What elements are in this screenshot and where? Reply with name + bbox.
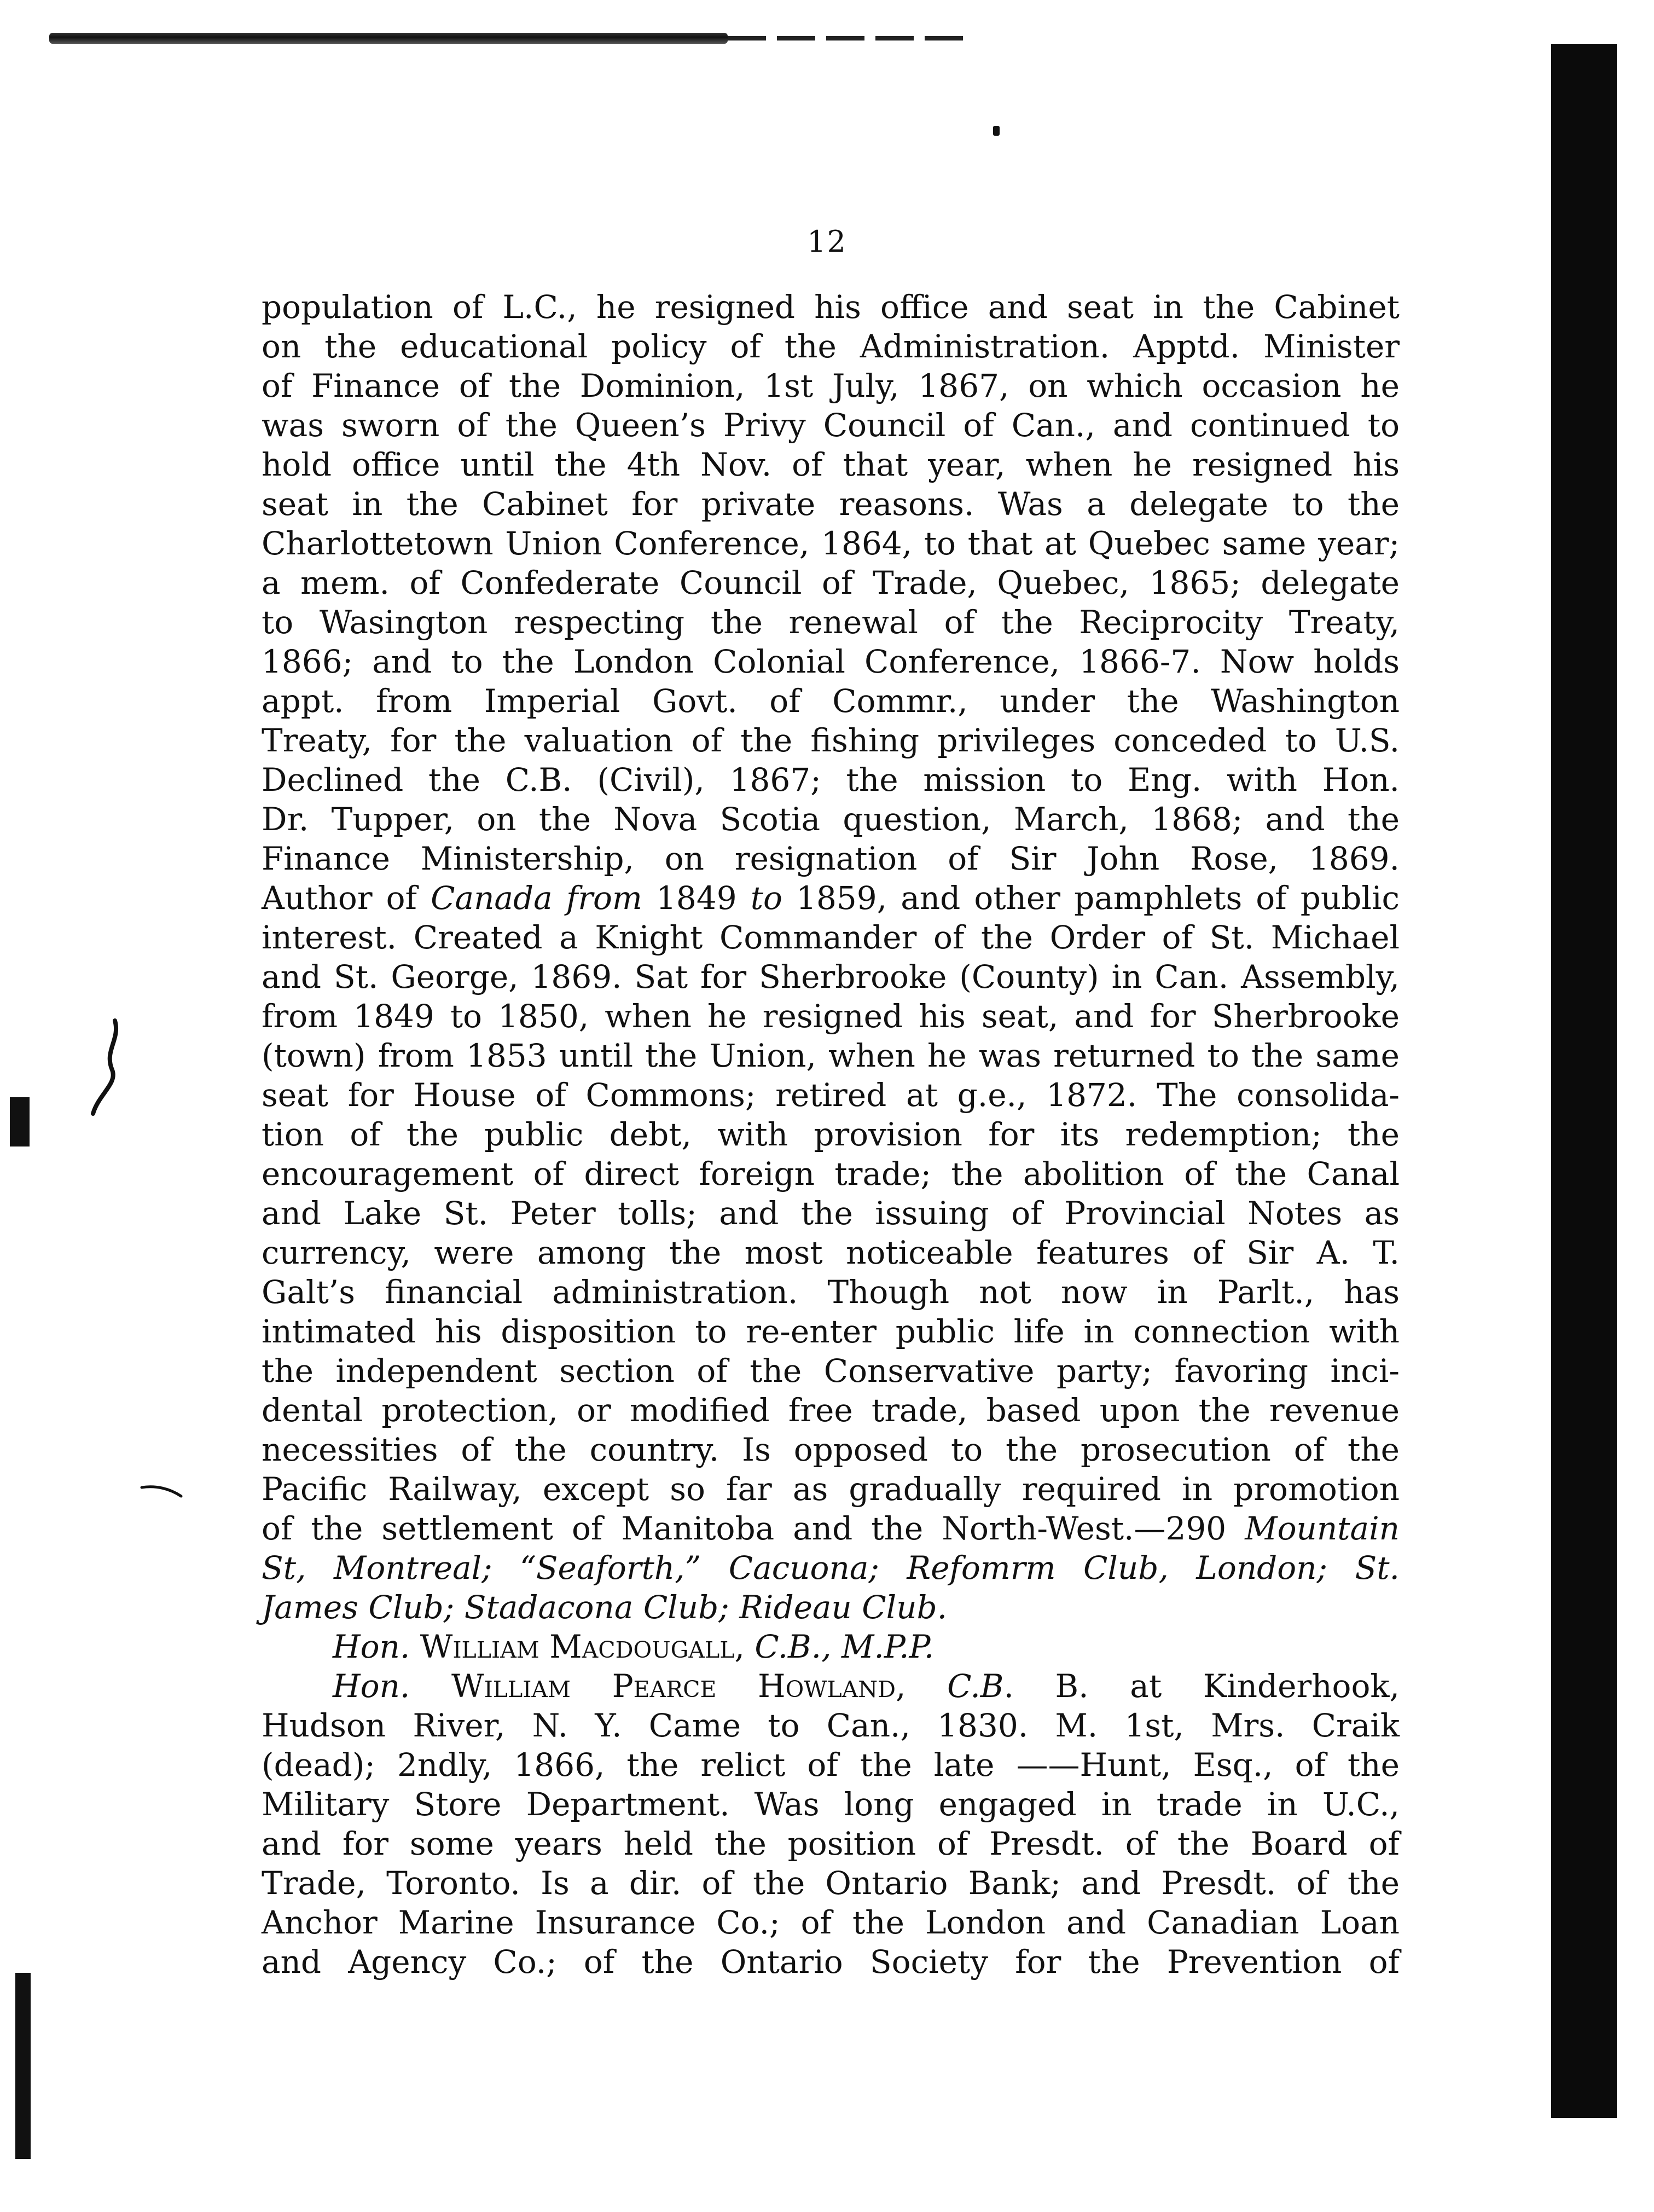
text-segment: Anchor Marine Insurance Co.; of the London and Canadian Loan [262,1904,1400,1941]
text-segment: Charlottetown Union Conference, 1864, to that at Quebec same year; [262,525,1400,562]
text-line [262,1863,1400,1903]
text-segment: 1866; and to the London Colonial Conference, 1866-7. Now holds [262,643,1400,680]
text-segment: (dead); 2ndly, 1866, the relict of the late ——Hunt, Esq., of the [262,1746,1400,1784]
text-segment: Trade, Toronto. Is a dir. of the Ontario Bank; and Presdt. of the [262,1864,1400,1902]
text-line [262,406,1400,445]
text-line [262,839,1400,878]
text-line [262,603,1400,642]
text-segment: Treaty, for the valuation of the fishing privileges conceded to U.S. [262,722,1400,759]
text-line [262,681,1400,721]
text-segment: 1849 [642,879,751,917]
text-segment: on the educational policy of the Administration. Apptd. Minister [262,328,1400,365]
text-segment: hold office until the 4th Nov. of that year, when he resigned his [262,446,1400,483]
text-line [262,1627,1400,1666]
text-segment: C.B., M.P.P. [755,1628,935,1665]
scan-right-edge-bar [1551,44,1617,2118]
text-segment: William Macdougall, [410,1628,755,1665]
text-segment: interest. Created a Knight Commander of the Order of St. Michael [262,919,1400,956]
text-segment: to Wasington respecting the renewal of the Reciprocity Treaty, [262,604,1400,641]
text-segment: Canada from [431,879,642,917]
text-segment: of Finance of the Dominion, 1st July, 1867, on which occasion he [262,367,1400,404]
text-segment: (town) from 1853 until the Union, when he was returned to the same [262,1037,1400,1074]
text-segment: from 1849 to 1850, when he resigned his seat, and for Sherbrooke [262,998,1400,1035]
text-line [262,524,1400,563]
text-segment: Hon. [333,1667,410,1705]
text-segment: seat for House of Commons; retired at g.e., 1872. The consolida- [262,1076,1400,1114]
text-line [262,800,1400,839]
text-segment: C.B [947,1667,1004,1705]
text-line [262,1666,1400,1706]
text-segment: and Agency Co.; of the Ontario Society for the Prevention of [262,1943,1400,1981]
text-line [262,918,1400,957]
text-segment: necessities of the country. Is opposed to the prosecution of the [262,1431,1400,1468]
text-segment: Military Store Department. Was long engaged in trade in U.C., [262,1786,1400,1823]
text-line [262,1509,1400,1548]
text-line [262,1548,1400,1588]
text-line [262,366,1400,406]
text-segment: the independent section of the Conservative party; favoring inci- [262,1352,1400,1389]
text-line [262,760,1400,800]
text-line [262,1154,1400,1194]
text-segment: Pacific Railway, except so far as gradually required in promotion [262,1470,1400,1508]
text-line [262,1706,1400,1745]
text-segment: Galt’s financial administration. Though not now in Parlt., has [262,1273,1400,1311]
scan-squiggle-mark [82,1018,131,1116]
text-line [262,642,1400,681]
text-segment: population of L.C., he resigned his office and seat in the Cabinet [262,288,1400,326]
text-line [262,484,1400,524]
text-segment: Hudson River, N. Y. Came to Can., 1830. M. 1st, Mrs. Craik [262,1707,1400,1744]
text-segment: and Lake St. Peter tolls; and the issuing of Provincial Notes as [262,1195,1400,1232]
text-line [262,445,1400,484]
text-segment: Declined the C.B. (Civil), 1867; the mission to Eng. with Hon. [262,761,1400,798]
text-segment: 1859, and other pamphlets of public [782,879,1400,917]
scan-top-rule-tail [728,36,968,40]
scan-left-mark [10,1097,30,1146]
text-segment: dental protection, or modified free trade, based upon the revenue [262,1392,1400,1429]
scan-dash-mark [140,1483,183,1499]
text-line [262,1351,1400,1391]
text-segment: was sworn of the Queen’s Privy Council of Can., and continued to [262,407,1400,444]
text-line [262,327,1400,366]
text-line [262,1785,1400,1824]
text-line [262,1075,1400,1115]
text-segment: to [750,879,782,917]
text-line [262,1430,1400,1469]
page-number: 12 [807,224,847,259]
text-segment: Mountain [1245,1510,1400,1547]
text-segment: St, Montreal; “Seaforth,” Cacuona; Refomrm Club, London; St. [262,1549,1400,1586]
text-line [262,1272,1400,1312]
text-segment: a mem. of Confederate Council of Trade, Quebec, 1865; delegate [262,564,1400,601]
document-body [262,287,1400,1982]
text-line [262,957,1400,997]
text-line [262,1588,1400,1627]
text-line [262,721,1400,760]
text-line [262,1391,1400,1430]
text-segment: of the settlement of Manitoba and the North-West.—290 [262,1510,1245,1547]
text-line [262,1469,1400,1509]
text-line [262,1194,1400,1233]
scan-dot-mark [993,126,1000,136]
text-segment: Author of [262,879,431,917]
text-line [262,878,1400,918]
text-segment: James Club; Stadacona Club; Rideau Club. [262,1589,948,1626]
text-line [262,1233,1400,1272]
text-segment: Hon. [333,1628,410,1665]
scan-top-rule [49,33,728,44]
text-segment: Finance Ministership, on resignation of Sir John Rose, 1869. [262,840,1400,877]
text-segment: encouragement of direct foreign trade; the abolition of the Canal [262,1155,1400,1192]
text-segment: and St. George, 1869. Sat for Sherbrooke (County) in Can. Assembly, [262,958,1400,995]
text-segment: intimated his disposition to re-enter public life in connection with [262,1313,1400,1350]
text-line [262,1312,1400,1351]
text-line [262,1115,1400,1154]
text-line [262,997,1400,1036]
text-line [262,1824,1400,1863]
text-line [262,1036,1400,1075]
text-segment: Dr. Tupper, on the Nova Scotia question, March, 1868; and the [262,801,1400,838]
text-segment: and for some years held the position of Presdt. of the Board of [262,1825,1400,1862]
text-line [262,287,1400,327]
text-line [262,563,1400,603]
scan-left-binding-mark [15,1973,31,2159]
text-segment: tion of the public debt, with provision for its redemption; the [262,1116,1400,1153]
text-segment: appt. from Imperial Govt. of Commr., under the Washington [262,682,1400,720]
text-segment: . B. at Kinderhook, [1003,1667,1400,1705]
text-line [262,1745,1400,1785]
text-segment: William Pearce Howland, [410,1667,948,1705]
text-segment: seat in the Cabinet for private reasons. Was a delegate to the [262,485,1400,523]
text-segment: currency, were among the most noticeable features of Sir A. T. [262,1234,1400,1271]
text-line [262,1942,1400,1982]
text-line [262,1903,1400,1942]
